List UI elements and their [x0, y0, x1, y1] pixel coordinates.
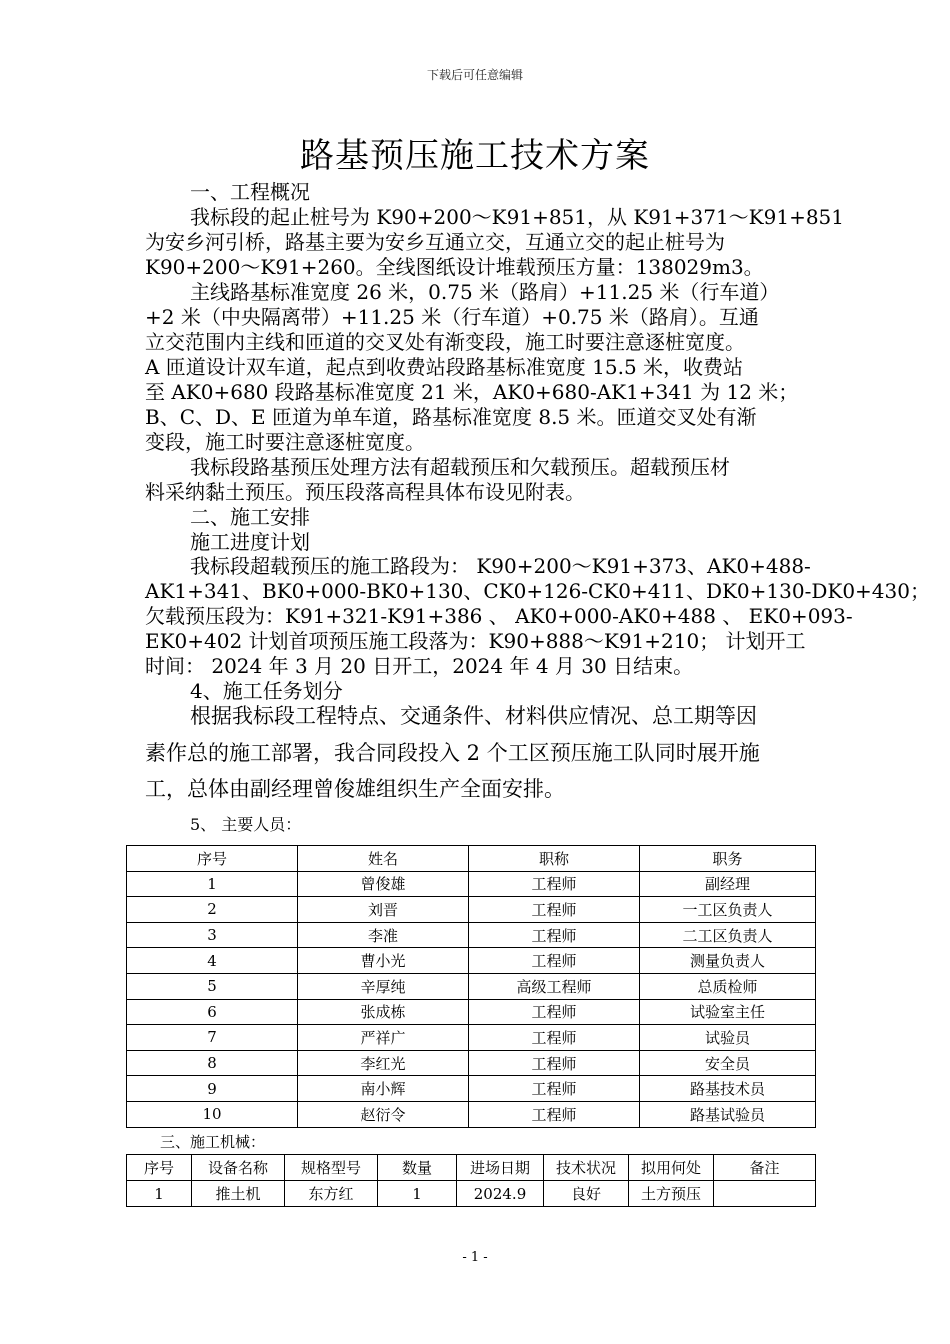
column-header: 备注: [714, 1155, 816, 1181]
table-cell: 工程师: [469, 871, 640, 897]
table-cell: 6: [127, 999, 298, 1025]
paragraph-line: 根据我标段工程特点、交通条件、材料供应情况、总工期等因: [190, 704, 757, 728]
table-row: [127, 1076, 816, 1102]
paragraph-line: +2 米（中央隔离带）+11.25 米（行车道）+0.75 米（路肩）。互通: [145, 305, 759, 329]
table-cell: 路基技术员: [640, 1076, 816, 1102]
column-header: 数量: [378, 1155, 457, 1181]
subheading-task-division: 4、施工任务划分: [190, 679, 343, 703]
table-cell: 张成栋: [298, 999, 469, 1025]
table-row: [127, 999, 816, 1025]
table-cell: 试验员: [640, 1025, 816, 1051]
table-cell: 工程师: [469, 948, 640, 974]
paragraph-line: EK0+402 计划首项预压施工段落为：K90+888～K91+210； 计划开工: [145, 629, 806, 653]
paragraph-line: 至 AK0+680 段路基标准宽度 21 米，AK0+680-AK1+341 为 12 米；: [145, 380, 799, 404]
paragraph-line: 料采纳黏土预压。预压段落高程具体布设见附表。: [145, 480, 585, 504]
table-cell: 推土机: [192, 1181, 285, 1207]
staff-label: 5、 主要人员：: [190, 815, 302, 834]
paragraph-line: 变段，施工时要注意逐桩宽度。: [145, 430, 425, 454]
table-cell: 工程师: [469, 1076, 640, 1102]
column-header: 序号: [127, 846, 298, 872]
column-header: 序号: [127, 1155, 192, 1181]
table-row: [127, 1101, 816, 1127]
table-cell: 工程师: [469, 1101, 640, 1127]
table-cell: 曾俊雄: [298, 871, 469, 897]
table-cell: 工程师: [469, 897, 640, 923]
table-cell: 一工区负责人: [640, 897, 816, 923]
table-cell: 1: [127, 871, 298, 897]
paragraph-line: 我标段超载预压的施工路段为： K90+200～K91+373、AK0+488-: [190, 554, 811, 578]
column-header: 姓名: [298, 846, 469, 872]
table-cell: 测量负责人: [640, 948, 816, 974]
paragraph-line: 时间： 2024 年 3 月 20 日开工，2024 年 4 月 30 日结束。: [145, 654, 694, 678]
table-row: [127, 1050, 816, 1076]
machinery-table: [126, 1154, 816, 1207]
table-header-row: [127, 1155, 816, 1181]
paragraph-line: K90+200～K91+260。全线图纸设计堆载预压方量：138029m3。: [145, 255, 764, 279]
table-cell: 工程师: [469, 922, 640, 948]
table-cell: 李红光: [298, 1050, 469, 1076]
table-cell: 2024.9: [457, 1181, 544, 1207]
table-row: [127, 922, 816, 948]
table-cell: 工程师: [469, 1025, 640, 1051]
column-header: 职称: [469, 846, 640, 872]
subheading-schedule: 施工进度计划: [190, 530, 310, 554]
table-cell: 辛厚纯: [298, 973, 469, 999]
table-cell: 2: [127, 897, 298, 923]
table-cell: 安全员: [640, 1050, 816, 1076]
table-cell: 7: [127, 1025, 298, 1051]
column-header: 设备名称: [192, 1155, 285, 1181]
table-cell: 10: [127, 1101, 298, 1127]
table-cell: 赵衍令: [298, 1101, 469, 1127]
section-heading-overview: 一、工程概况: [190, 180, 310, 204]
paragraph-line: 主线路基标准宽度 26 米，0.75 米（路肩）+11.25 米（行车道）: [190, 280, 780, 304]
paragraph-line: 立交范围内主线和匝道的交叉处有渐变段，施工时要注意逐桩宽度。: [145, 330, 745, 354]
paragraph-line: B、C、D、E 匝道为单车道，路基标准宽度 8.5 米。匝道交叉处有渐: [145, 405, 757, 429]
table-cell: [714, 1181, 816, 1207]
table-cell: 试验室主任: [640, 999, 816, 1025]
table-cell: 1: [378, 1181, 457, 1207]
table-cell: 刘晋: [298, 897, 469, 923]
table-cell: 路基试验员: [640, 1101, 816, 1127]
paragraph-line: 为安乡河引桥，路基主要为安乡互通立交，互通立交的起止桩号为: [145, 230, 725, 254]
table-cell: 4: [127, 948, 298, 974]
column-header: 技术状况: [544, 1155, 629, 1181]
table-row: [127, 897, 816, 923]
paragraph-line: AK1+341、BK0+000-BK0+130、CK0+126-CK0+411、DK0+130-DK0+430；: [145, 579, 930, 603]
staff-table: [126, 845, 816, 1128]
column-header: 进场日期: [457, 1155, 544, 1181]
table-row: [127, 871, 816, 897]
column-header: 职务: [640, 846, 816, 872]
column-header: 拟用何处: [629, 1155, 714, 1181]
section-heading-arrangement: 二、施工安排: [190, 505, 310, 529]
table-cell: 9: [127, 1076, 298, 1102]
table-cell: 东方红: [285, 1181, 378, 1207]
table-cell: 良好: [544, 1181, 629, 1207]
document-title: 路基预压施工技术方案: [300, 136, 650, 176]
table-cell: 高级工程师: [469, 973, 640, 999]
table-cell: 南小辉: [298, 1076, 469, 1102]
table-cell: 工程师: [469, 999, 640, 1025]
paragraph-line: 我标段路基预压处理方法有超载预压和欠载预压。超载预压材: [190, 455, 730, 479]
table-header-row: [127, 846, 816, 872]
page-header: 下载后可任意编辑: [426, 68, 523, 82]
table-cell: 3: [127, 922, 298, 948]
table-cell: 1: [127, 1181, 192, 1207]
paragraph-line: A 匝道设计双车道，起点到收费站段路基标准宽度 15.5 米，收费站: [145, 355, 744, 379]
table-cell: 二工区负责人: [640, 922, 816, 948]
table-cell: 土方预压: [629, 1181, 714, 1207]
table-cell: 曹小光: [298, 948, 469, 974]
table-cell: 李准: [298, 922, 469, 948]
page-number: - 1 -: [462, 1250, 488, 1265]
table-row: [127, 1181, 816, 1207]
table-row: [127, 948, 816, 974]
paragraph-line: 欠载预压段为：K91+321-K91+386 、 AK0+000-AK0+488 、 EK0+093-: [145, 604, 853, 628]
machine-label: 三、施工机械：: [160, 1133, 266, 1151]
table-row: [127, 1025, 816, 1051]
table-cell: 8: [127, 1050, 298, 1076]
table-row: [127, 973, 816, 999]
table-cell: 严祥广: [298, 1025, 469, 1051]
table-cell: 总质检师: [640, 973, 816, 999]
paragraph-line: 我标段的起止桩号为 K90+200～K91+851，从 K91+371～K91+851: [190, 205, 845, 229]
table-cell: 工程师: [469, 1050, 640, 1076]
table-cell: 5: [127, 973, 298, 999]
column-header: 规格型号: [285, 1155, 378, 1181]
paragraph-line: 工，总体由副经理曾俊雄组织生产全面安排。: [145, 777, 565, 801]
table-cell: 副经理: [640, 871, 816, 897]
paragraph-line: 素作总的施工部署，我合同段投入 2 个工区预压施工队同时展开施: [145, 741, 760, 765]
